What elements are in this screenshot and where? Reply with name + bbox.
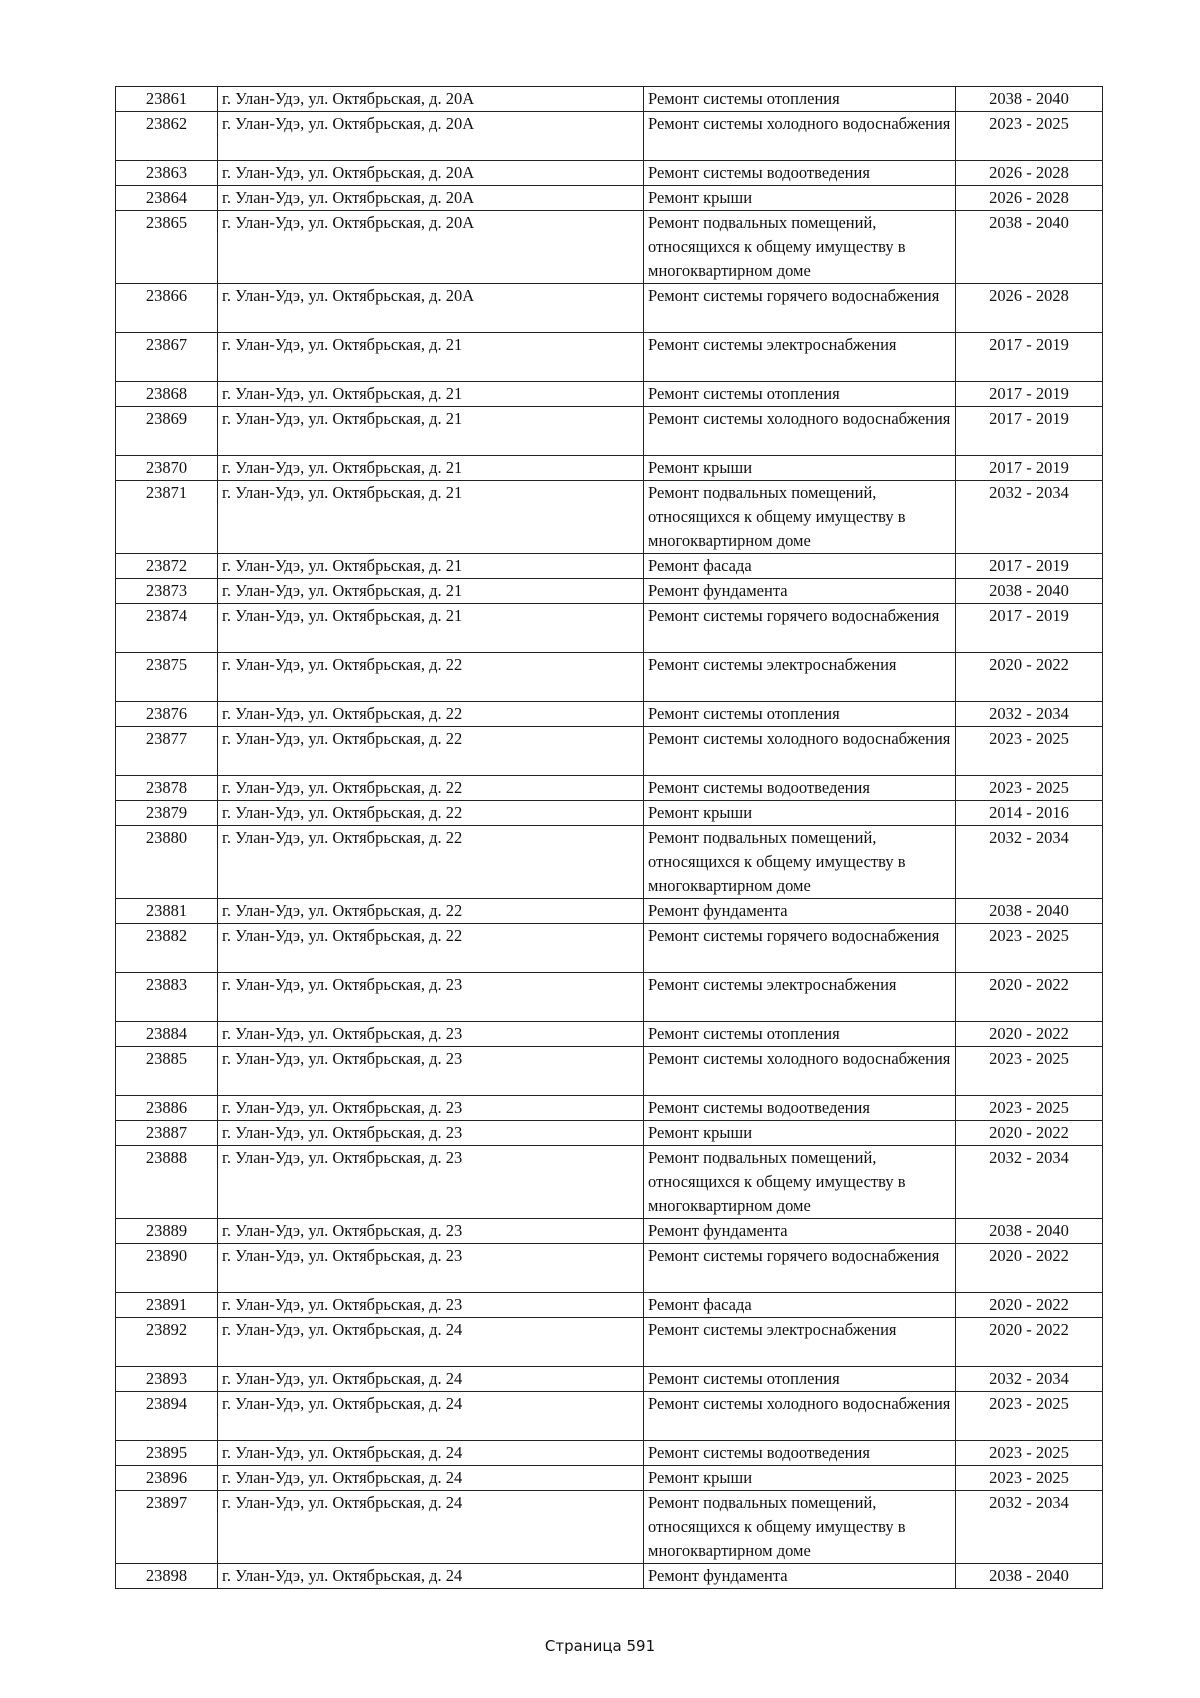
period-cell: 2023 - 2025 <box>956 1047 1103 1096</box>
period-cell: 2023 - 2025 <box>956 776 1103 801</box>
row-number-cell: 23880 <box>116 826 218 899</box>
address-cell: г. Улан-Удэ, ул. Октябрьская, д. 23 <box>218 1146 644 1219</box>
period-cell: 2032 - 2034 <box>956 1367 1103 1392</box>
period-cell: 2038 - 2040 <box>956 87 1103 112</box>
address-cell: г. Улан-Удэ, ул. Октябрьская, д. 22 <box>218 899 644 924</box>
work-type-cell: Ремонт системы холодного водоснабжения <box>644 1392 956 1441</box>
row-number-cell: 23881 <box>116 899 218 924</box>
row-number-cell: 23862 <box>116 112 218 161</box>
address-cell: г. Улан-Удэ, ул. Октябрьская, д. 23 <box>218 1244 644 1293</box>
work-type-cell: Ремонт системы водоотведения <box>644 1441 956 1466</box>
table-row <box>116 1219 1103 1244</box>
address-cell: г. Улан-Удэ, ул. Октябрьская, д. 23 <box>218 1121 644 1146</box>
row-number-cell: 23896 <box>116 1466 218 1491</box>
table-row <box>116 284 1103 333</box>
period-cell: 2023 - 2025 <box>956 1466 1103 1491</box>
address-cell: г. Улан-Удэ, ул. Октябрьская, д. 22 <box>218 801 644 826</box>
work-type-cell: Ремонт крыши <box>644 1121 956 1146</box>
address-cell: г. Улан-Удэ, ул. Октябрьская, д. 24 <box>218 1367 644 1392</box>
address-cell: г. Улан-Удэ, ул. Октябрьская, д. 20А <box>218 112 644 161</box>
work-type-cell: Ремонт подвальных помещений, относящихся к общему имуществу в многоквартирном доме <box>644 481 956 554</box>
period-cell: 2032 - 2034 <box>956 1146 1103 1219</box>
row-number-cell: 23865 <box>116 211 218 284</box>
period-cell: 2017 - 2019 <box>956 333 1103 382</box>
table-row <box>116 1392 1103 1441</box>
address-cell: г. Улан-Удэ, ул. Октябрьская, д. 22 <box>218 727 644 776</box>
period-cell: 2020 - 2022 <box>956 1121 1103 1146</box>
row-number-cell: 23893 <box>116 1367 218 1392</box>
table-row <box>116 702 1103 727</box>
row-number-cell: 23888 <box>116 1146 218 1219</box>
address-cell: г. Улан-Удэ, ул. Октябрьская, д. 23 <box>218 1219 644 1244</box>
table-row <box>116 776 1103 801</box>
address-cell: г. Улан-Удэ, ул. Октябрьская, д. 23 <box>218 1022 644 1047</box>
work-type-cell: Ремонт системы водоотведения <box>644 161 956 186</box>
row-number-cell: 23867 <box>116 333 218 382</box>
address-cell: г. Улан-Удэ, ул. Октябрьская, д. 21 <box>218 579 644 604</box>
table-body <box>116 87 1103 1589</box>
address-cell: г. Улан-Удэ, ул. Октябрьская, д. 24 <box>218 1491 644 1564</box>
row-number-cell: 23885 <box>116 1047 218 1096</box>
period-cell: 2020 - 2022 <box>956 973 1103 1022</box>
work-type-cell: Ремонт фасада <box>644 554 956 579</box>
row-number-cell: 23890 <box>116 1244 218 1293</box>
work-type-cell: Ремонт крыши <box>644 456 956 481</box>
table-row <box>116 1564 1103 1589</box>
table-row <box>116 727 1103 776</box>
work-type-cell: Ремонт системы электроснабжения <box>644 333 956 382</box>
period-cell: 2017 - 2019 <box>956 554 1103 579</box>
table-row <box>116 1491 1103 1564</box>
period-cell: 2023 - 2025 <box>956 1392 1103 1441</box>
table-row <box>116 1121 1103 1146</box>
period-cell: 2038 - 2040 <box>956 579 1103 604</box>
row-number-cell: 23866 <box>116 284 218 333</box>
period-cell: 2038 - 2040 <box>956 211 1103 284</box>
row-number-cell: 23883 <box>116 973 218 1022</box>
period-cell: 2032 - 2034 <box>956 1491 1103 1564</box>
address-cell: г. Улан-Удэ, ул. Октябрьская, д. 20А <box>218 186 644 211</box>
address-cell: г. Улан-Удэ, ул. Октябрьская, д. 24 <box>218 1441 644 1466</box>
period-cell: 2020 - 2022 <box>956 1318 1103 1367</box>
work-type-cell: Ремонт фундамента <box>644 899 956 924</box>
address-cell: г. Улан-Удэ, ул. Октябрьская, д. 20А <box>218 87 644 112</box>
table-row <box>116 653 1103 702</box>
table-row <box>116 112 1103 161</box>
work-type-cell: Ремонт системы отопления <box>644 702 956 727</box>
work-type-cell: Ремонт фасада <box>644 1293 956 1318</box>
row-number-cell: 23868 <box>116 382 218 407</box>
address-cell: г. Улан-Удэ, ул. Октябрьская, д. 20А <box>218 211 644 284</box>
period-cell: 2026 - 2028 <box>956 284 1103 333</box>
row-number-cell: 23870 <box>116 456 218 481</box>
row-number-cell: 23871 <box>116 481 218 554</box>
row-number-cell: 23877 <box>116 727 218 776</box>
row-number-cell: 23894 <box>116 1392 218 1441</box>
work-type-cell: Ремонт фундамента <box>644 1564 956 1589</box>
table-row <box>116 924 1103 973</box>
period-cell: 2020 - 2022 <box>956 653 1103 702</box>
work-type-cell: Ремонт системы холодного водоснабжения <box>644 407 956 456</box>
address-cell: г. Улан-Удэ, ул. Октябрьская, д. 22 <box>218 776 644 801</box>
row-number-cell: 23879 <box>116 801 218 826</box>
table-row <box>116 1022 1103 1047</box>
period-cell: 2038 - 2040 <box>956 899 1103 924</box>
work-type-cell: Ремонт крыши <box>644 801 956 826</box>
table-row <box>116 1047 1103 1096</box>
work-type-cell: Ремонт системы отопления <box>644 1367 956 1392</box>
work-type-cell: Ремонт системы отопления <box>644 382 956 407</box>
address-cell: г. Улан-Удэ, ул. Октябрьская, д. 23 <box>218 1293 644 1318</box>
row-number-cell: 23884 <box>116 1022 218 1047</box>
address-cell: г. Улан-Удэ, ул. Октябрьская, д. 21 <box>218 481 644 554</box>
table-row <box>116 1096 1103 1121</box>
address-cell: г. Улан-Удэ, ул. Октябрьская, д. 21 <box>218 604 644 653</box>
row-number-cell: 23864 <box>116 186 218 211</box>
period-cell: 2023 - 2025 <box>956 924 1103 973</box>
work-type-cell: Ремонт системы холодного водоснабжения <box>644 727 956 776</box>
work-type-cell: Ремонт системы отопления <box>644 87 956 112</box>
address-cell: г. Улан-Удэ, ул. Октябрьская, д. 22 <box>218 653 644 702</box>
table-row <box>116 1466 1103 1491</box>
work-type-cell: Ремонт подвальных помещений, относящихся к общему имуществу в многоквартирном доме <box>644 1491 956 1564</box>
address-cell: г. Улан-Удэ, ул. Октябрьская, д. 21 <box>218 407 644 456</box>
table-row <box>116 1367 1103 1392</box>
table-row <box>116 1293 1103 1318</box>
table-row <box>116 333 1103 382</box>
address-cell: г. Улан-Удэ, ул. Октябрьская, д. 22 <box>218 826 644 899</box>
row-number-cell: 23878 <box>116 776 218 801</box>
work-type-cell: Ремонт подвальных помещений, относящихся к общему имуществу в многоквартирном доме <box>644 211 956 284</box>
address-cell: г. Улан-Удэ, ул. Октябрьская, д. 21 <box>218 554 644 579</box>
table-row <box>116 604 1103 653</box>
table-row <box>116 186 1103 211</box>
table-row <box>116 899 1103 924</box>
work-type-cell: Ремонт системы холодного водоснабжения <box>644 1047 956 1096</box>
period-cell: 2017 - 2019 <box>956 456 1103 481</box>
table-row <box>116 579 1103 604</box>
period-cell: 2023 - 2025 <box>956 112 1103 161</box>
period-cell: 2020 - 2022 <box>956 1293 1103 1318</box>
period-cell: 2020 - 2022 <box>956 1022 1103 1047</box>
address-cell: г. Улан-Удэ, ул. Октябрьская, д. 22 <box>218 702 644 727</box>
work-type-cell: Ремонт системы электроснабжения <box>644 653 956 702</box>
row-number-cell: 23882 <box>116 924 218 973</box>
address-cell: г. Улан-Удэ, ул. Октябрьская, д. 20А <box>218 284 644 333</box>
address-cell: г. Улан-Удэ, ул. Октябрьская, д. 23 <box>218 1096 644 1121</box>
work-type-cell: Ремонт крыши <box>644 186 956 211</box>
work-type-cell: Ремонт системы водоотведения <box>644 1096 956 1121</box>
work-type-cell: Ремонт системы горячего водоснабжения <box>644 284 956 333</box>
period-cell: 2023 - 2025 <box>956 1441 1103 1466</box>
period-cell: 2026 - 2028 <box>956 161 1103 186</box>
table-row <box>116 1318 1103 1367</box>
work-type-cell: Ремонт системы электроснабжения <box>644 1318 956 1367</box>
address-cell: г. Улан-Удэ, ул. Октябрьская, д. 24 <box>218 1318 644 1367</box>
table-row <box>116 973 1103 1022</box>
period-cell: 2023 - 2025 <box>956 1096 1103 1121</box>
table-row <box>116 456 1103 481</box>
table-row <box>116 211 1103 284</box>
page-number-footer: Страница 591 <box>544 1637 656 1655</box>
address-cell: г. Улан-Удэ, ул. Октябрьская, д. 23 <box>218 973 644 1022</box>
address-cell: г. Улан-Удэ, ул. Октябрьская, д. 22 <box>218 924 644 973</box>
table-row <box>116 1146 1103 1219</box>
table-row <box>116 554 1103 579</box>
row-number-cell: 23863 <box>116 161 218 186</box>
table-row <box>116 801 1103 826</box>
table-row <box>116 382 1103 407</box>
period-cell: 2026 - 2028 <box>956 186 1103 211</box>
period-cell: 2038 - 2040 <box>956 1219 1103 1244</box>
address-cell: г. Улан-Удэ, ул. Октябрьская, д. 24 <box>218 1466 644 1491</box>
work-type-cell: Ремонт системы холодного водоснабжения <box>644 112 956 161</box>
row-number-cell: 23889 <box>116 1219 218 1244</box>
work-type-cell: Ремонт системы горячего водоснабжения <box>644 1244 956 1293</box>
period-cell: 2017 - 2019 <box>956 407 1103 456</box>
repair-schedule-table <box>115 86 1103 1589</box>
work-type-cell: Ремонт подвальных помещений, относящихся к общему имуществу в многоквартирном доме <box>644 826 956 899</box>
work-type-cell: Ремонт системы отопления <box>644 1022 956 1047</box>
table-row <box>116 87 1103 112</box>
row-number-cell: 23873 <box>116 579 218 604</box>
row-number-cell: 23895 <box>116 1441 218 1466</box>
address-cell: г. Улан-Удэ, ул. Октябрьская, д. 21 <box>218 333 644 382</box>
row-number-cell: 23886 <box>116 1096 218 1121</box>
address-cell: г. Улан-Удэ, ул. Октябрьская, д. 21 <box>218 382 644 407</box>
address-cell: г. Улан-Удэ, ул. Октябрьская, д. 21 <box>218 456 644 481</box>
table-row <box>116 481 1103 554</box>
period-cell: 2032 - 2034 <box>956 826 1103 899</box>
address-cell: г. Улан-Удэ, ул. Октябрьская, д. 20А <box>218 161 644 186</box>
period-cell: 2038 - 2040 <box>956 1564 1103 1589</box>
row-number-cell: 23897 <box>116 1491 218 1564</box>
period-cell: 2032 - 2034 <box>956 702 1103 727</box>
work-type-cell: Ремонт системы горячего водоснабжения <box>644 924 956 973</box>
work-type-cell: Ремонт фундамента <box>644 1219 956 1244</box>
work-type-cell: Ремонт крыши <box>644 1466 956 1491</box>
row-number-cell: 23891 <box>116 1293 218 1318</box>
table-row <box>116 826 1103 899</box>
row-number-cell: 23861 <box>116 87 218 112</box>
table-row <box>116 161 1103 186</box>
period-cell: 2017 - 2019 <box>956 604 1103 653</box>
row-number-cell: 23887 <box>116 1121 218 1146</box>
table-row <box>116 1441 1103 1466</box>
work-type-cell: Ремонт системы горячего водоснабжения <box>644 604 956 653</box>
row-number-cell: 23892 <box>116 1318 218 1367</box>
period-cell: 2023 - 2025 <box>956 727 1103 776</box>
row-number-cell: 23872 <box>116 554 218 579</box>
period-cell: 2017 - 2019 <box>956 382 1103 407</box>
address-cell: г. Улан-Удэ, ул. Октябрьская, д. 23 <box>218 1047 644 1096</box>
row-number-cell: 23869 <box>116 407 218 456</box>
row-number-cell: 23876 <box>116 702 218 727</box>
row-number-cell: 23875 <box>116 653 218 702</box>
period-cell: 2032 - 2034 <box>956 481 1103 554</box>
period-cell: 2014 - 2016 <box>956 801 1103 826</box>
table-row <box>116 1244 1103 1293</box>
table-row <box>116 407 1103 456</box>
row-number-cell: 23874 <box>116 604 218 653</box>
row-number-cell: 23898 <box>116 1564 218 1589</box>
address-cell: г. Улан-Удэ, ул. Октябрьская, д. 24 <box>218 1392 644 1441</box>
work-type-cell: Ремонт фундамента <box>644 579 956 604</box>
work-type-cell: Ремонт системы водоотведения <box>644 776 956 801</box>
period-cell: 2020 - 2022 <box>956 1244 1103 1293</box>
work-type-cell: Ремонт системы электроснабжения <box>644 973 956 1022</box>
address-cell: г. Улан-Удэ, ул. Октябрьская, д. 24 <box>218 1564 644 1589</box>
work-type-cell: Ремонт подвальных помещений, относящихся к общему имуществу в многоквартирном доме <box>644 1146 956 1219</box>
